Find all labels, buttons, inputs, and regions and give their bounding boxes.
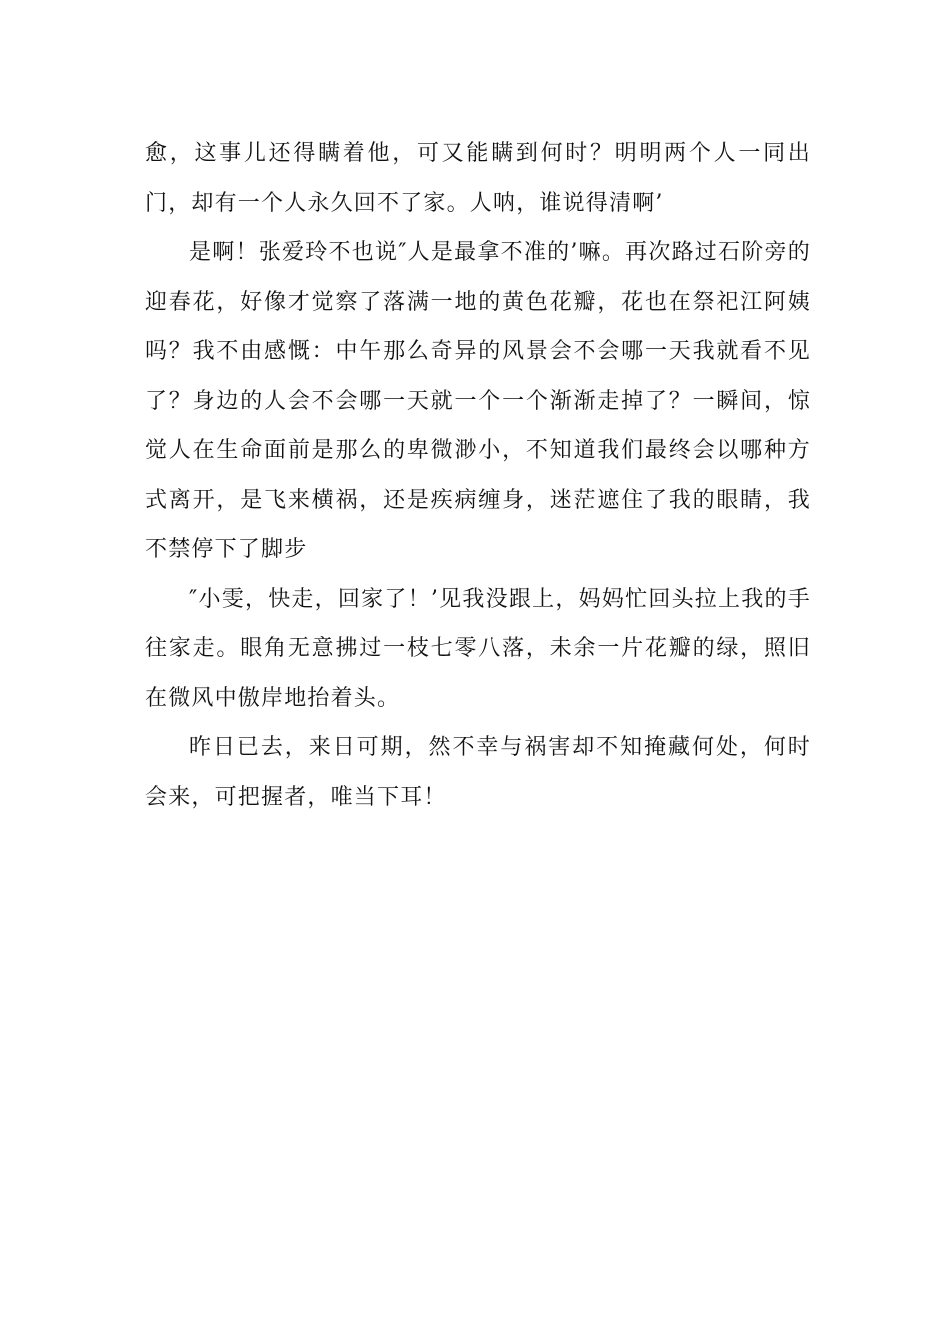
paragraph: 是啊！张爱玲不也说″人是最拿不准的’嘛。再次路过石阶旁的迎春花，好像才觉察了落满一地的黄色花瓣，花也在祭祀江阿姨吗？我不由感慨：中午那么奇异的风景会不会哪一天我就看不见了？身边的人会不会哪一天就一个一个渐渐走掉了？一瞬间，惊觉人在生命面前是那么的卑微渺小，不知道我们最终会以哪种方式离开，是飞来横祸，还是疾病缠身，迷茫遮住了我的眼睛，我不禁停下了脚步 <box>145 240 811 562</box>
paragraph: 昨日已去，来日可期，然不幸与祸害却不知掩藏何处，何时会来，可把握者，唯当下耳！ <box>145 735 811 810</box>
document-body <box>145 129 811 822</box>
paragraph-continuation: 愈，这事儿还得瞒着他，可又能瞒到何时？明明两个人一同出门，却有一个人永久回不了家。人呐，谁说得清啊’ <box>145 141 811 216</box>
paragraph: ″小雯，快走，回家了！’见我没跟上，妈妈忙回头拉上我的手往家走。眼角无意拂过一枝七零八落，未余一片花瓣的绿，照旧在微风中傲岸地抬着头。 <box>145 586 811 711</box>
